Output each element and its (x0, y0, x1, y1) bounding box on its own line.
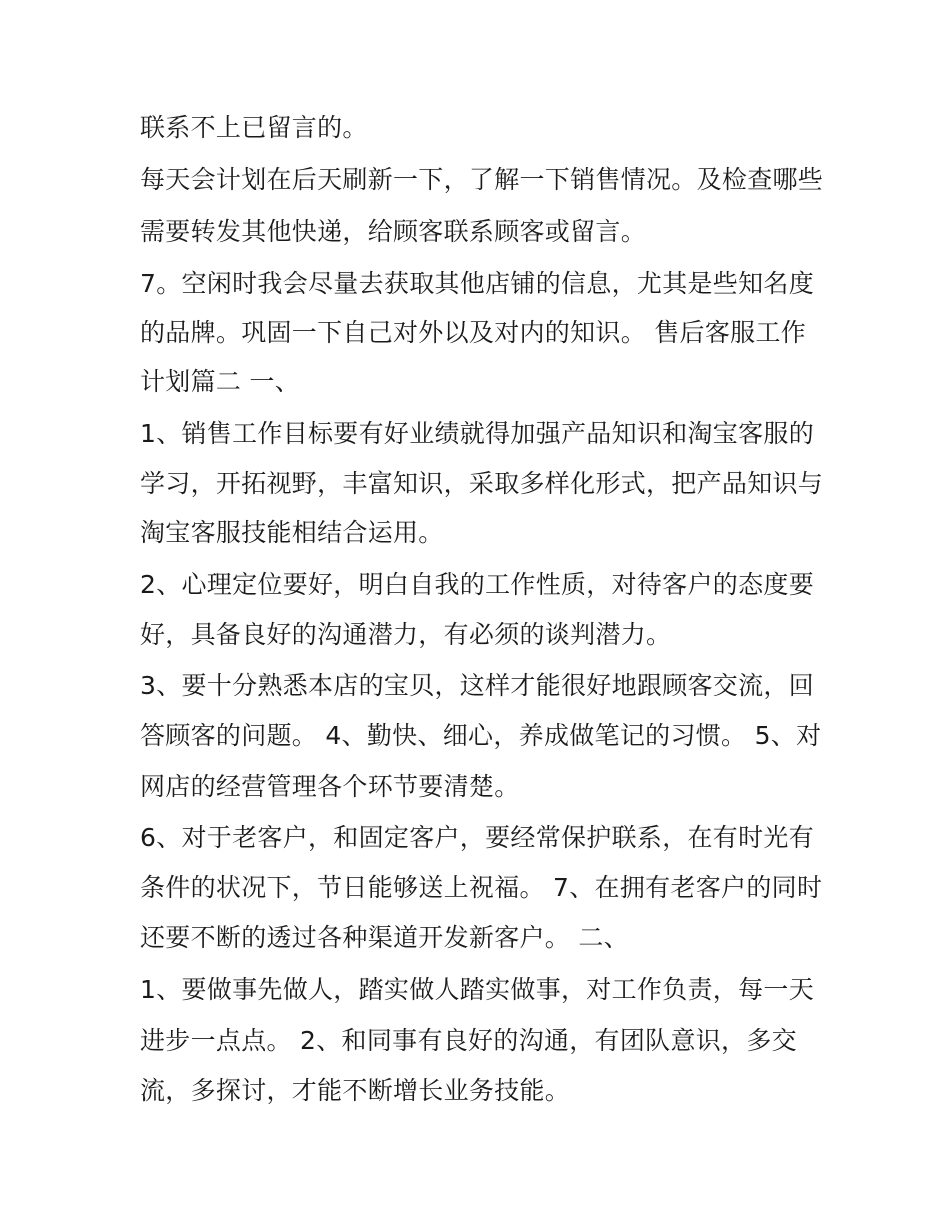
text-line: 计划篇二 一、 (140, 367, 301, 396)
text-line: 的品牌。巩固一下自己对外以及对内的知识。 售后客服工作 (140, 318, 807, 347)
text-line: 条件的状况下，节日能够送上祝福。 7、在拥有老客户的同时 (140, 873, 823, 902)
text-line: 答顾客的问题。 4、勤快、细心，养成做笔记的习惯。 5、对 (140, 721, 822, 750)
text-line: 3、要十分熟悉本店的宝贝，这样才能很好地跟顾客交流，回 (140, 671, 815, 700)
text-line: 6、对于老客户，和固定客户，要经常保护联系，在有时光有 (140, 823, 815, 852)
text-line: 流，多探讨，才能不断增长业务技能。 (140, 1076, 571, 1105)
text-line: 进步一点点。 2、和同事有良好的沟通，有团队意识，多交 (140, 1026, 797, 1055)
text-line: 还要不断的透过各种渠道开发新客户。 二、 (140, 923, 629, 952)
text-line: 学习，开拓视野，丰富知识，采取多样化形式，把产品知识与 (140, 469, 824, 498)
text-line: 好，具备良好的沟通潜力，有必须的谈判潜力。 (140, 620, 672, 649)
text-line: 网店的经营管理各个环节要清楚。 (140, 772, 520, 801)
text-line: 每天会计划在后天刷新一下，了解一下销售情况。及检查哪些 (140, 165, 824, 194)
text-line: 淘宝客服技能相结合运用。 (140, 518, 444, 547)
text-line: 1、要做事先做人，踏实做人踏实做事，对工作负责，每一天 (140, 975, 815, 1004)
text-line: 需要转发其他快递，给顾客联系顾客或留言。 (140, 217, 647, 246)
text-line: 联系不上已留言的。 (140, 113, 368, 142)
text-line: 7。空闲时我会尽量去获取其他店铺的信息，尤其是些知名度 (140, 269, 815, 298)
text-line: 1、销售工作目标要有好业绩就得加强产品知识和淘宝客服的 (140, 419, 815, 448)
text-line: 2、心理定位要好，明白自我的工作性质，对待客户的态度要 (140, 570, 815, 599)
